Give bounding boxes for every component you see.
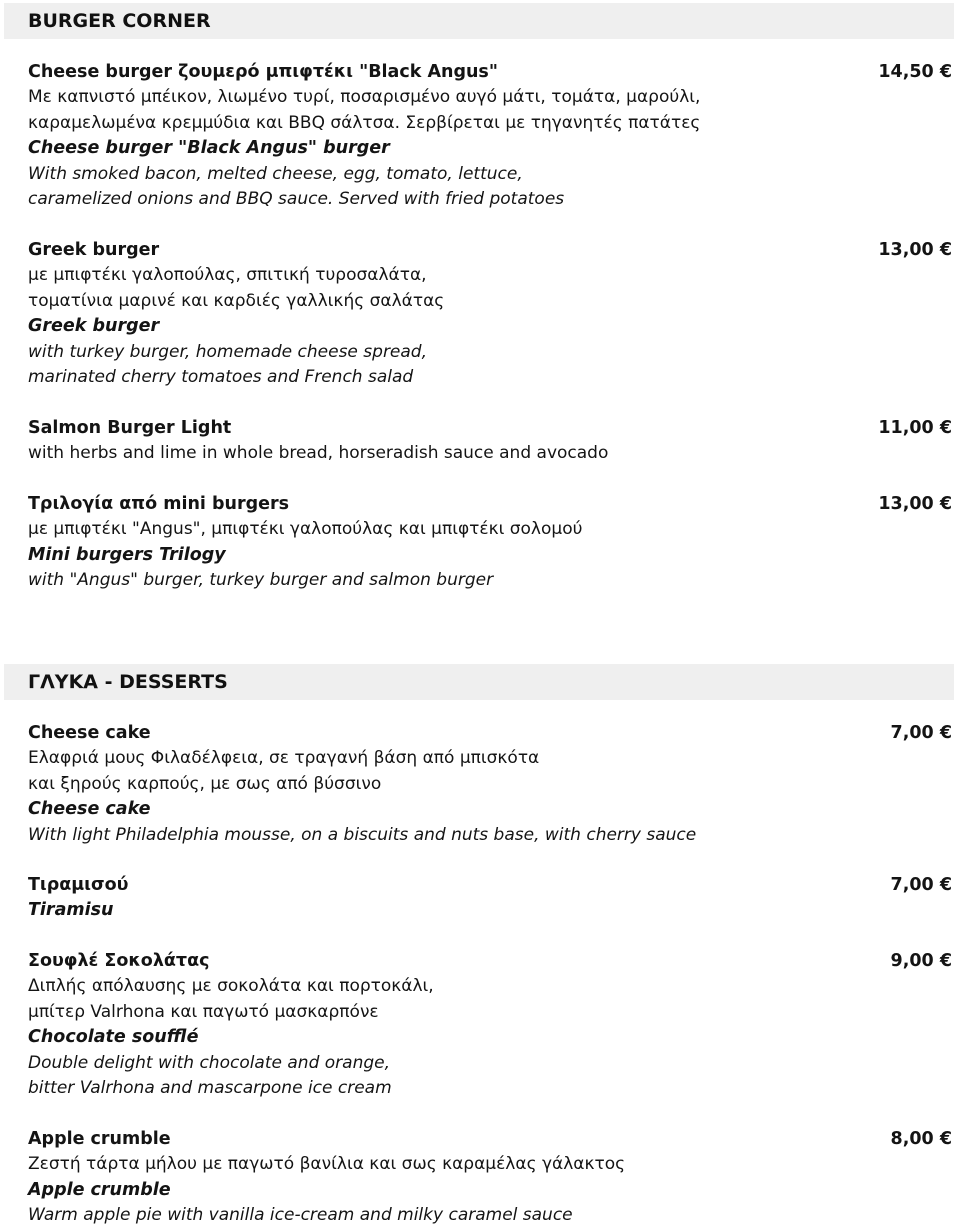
item-name-en: Mini burgers Trilogy xyxy=(28,544,226,565)
item-price: 11,00 € xyxy=(878,418,952,438)
item-description-gr: με μπιφτέκι γαλοπούλας, σπιτική τυροσαλάτα, xyxy=(28,265,427,286)
item-name: Cheese burger ζουμερό μπιφτέκι "Black Angus" xyxy=(28,62,498,82)
item-description-gr: με μπιφτέκι "Angus", μπιφτέκι γαλοπούλας και μπιφτέκι σολομού xyxy=(28,519,583,540)
menu-item-greek-burger xyxy=(28,238,952,390)
item-name-en: Tiramisu xyxy=(28,900,114,921)
item-name: Cheese cake xyxy=(28,723,151,743)
item-description-gr: μπίτερ Valrhona και παγωτό μασκαρπόνε xyxy=(28,1001,379,1022)
menu-item-chocolate-souffle xyxy=(28,949,952,1101)
item-name-en: Greek burger xyxy=(28,316,160,337)
item-price: 8,00 € xyxy=(890,1129,952,1149)
item-description-gr: Διπλής απόλαυσης με σοκολάτα και πορτοκάλι, xyxy=(28,976,434,997)
item-price: 13,00 € xyxy=(878,240,952,260)
item-name: Apple crumble xyxy=(28,1129,171,1149)
item-description-gr: Με καπνιστό μπέικον, λιωμένο τυρί, ποσαρισμένο αυγό μάτι, τομάτα, μαρούλι, xyxy=(28,87,701,108)
menu-item-apple-crumble xyxy=(28,1127,952,1229)
menu-item-cheese-burger xyxy=(28,60,952,212)
item-price: 13,00 € xyxy=(878,494,952,514)
item-name: Greek burger xyxy=(28,240,160,260)
menu-item-cheese-cake xyxy=(28,721,952,848)
item-name: Salmon Burger Light xyxy=(28,418,232,438)
item-name: Σουφλέ Σοκολάτας xyxy=(28,951,210,971)
item-description-en: caramelized onions and BBQ sauce. Served with fried potatoes xyxy=(28,188,565,209)
item-description-en: marinated cherry tomatoes and French salad xyxy=(28,366,414,387)
item-name-en: Cheese cake xyxy=(28,799,151,820)
item-description-en: With light Philadelphia mousse, on a biscuits and nuts base, with cherry sauce xyxy=(28,824,697,845)
item-name: Τιραμισού xyxy=(28,875,129,895)
item-description-gr: Ζεστή τάρτα μήλου με παγωτό βανίλια και σως καραμέλας γάλακτος xyxy=(28,1154,626,1175)
menu-item-tiramisu xyxy=(28,873,952,924)
section-header-desserts: ΓΛΥΚΑ - DESSERTS xyxy=(4,664,954,700)
item-price: 7,00 € xyxy=(890,723,952,743)
item-price: 7,00 € xyxy=(890,875,952,895)
item-description-en: with turkey burger, homemade cheese spread, xyxy=(28,341,428,362)
item-name-en: Chocolate soufflé xyxy=(28,1027,199,1048)
item-description-gr: τοματίνια μαρινέ και καρδιές γαλλικής σαλάτας xyxy=(28,290,445,311)
item-price: 9,00 € xyxy=(890,951,952,971)
item-description-gr: Ελαφριά μους Φιλαδέλφεια, σε τραγανή βάση από μπισκότα xyxy=(28,748,540,769)
menu-item-mini-burgers-trilogy xyxy=(28,492,952,594)
item-description-en: Double delight with chocolate and orange, xyxy=(28,1052,391,1073)
item-description-gr: καραμελωμένα κρεμμύδια και BBQ σάλτσα. Σερβίρεται με τηγανητές πατάτες xyxy=(28,112,701,133)
item-name-en: Cheese burger "Black Angus" burger xyxy=(28,138,390,159)
item-price: 14,50 € xyxy=(878,62,952,82)
item-description-en: with "Angus" burger, turkey burger and salmon burger xyxy=(28,570,494,591)
section-header-burger-corner: BURGER CORNER xyxy=(4,3,954,39)
item-description-en: bitter Valrhona and mascarpone ice cream xyxy=(28,1077,392,1098)
item-description-gr: και ξηρούς καρπούς, με σως από βύσσινο xyxy=(28,773,382,794)
item-description: with herbs and lime in whole bread, horseradish sauce and avocado xyxy=(28,443,609,464)
item-name-en: Apple crumble xyxy=(28,1179,171,1200)
item-name: Τριλογία από mini burgers xyxy=(28,494,290,514)
menu-item-salmon-burger xyxy=(28,416,952,467)
item-description-en: Warm apple pie with vanilla ice-cream and milky caramel sauce xyxy=(28,1205,573,1226)
item-description-en: With smoked bacon, melted cheese, egg, tomato, lettuce, xyxy=(28,163,523,184)
